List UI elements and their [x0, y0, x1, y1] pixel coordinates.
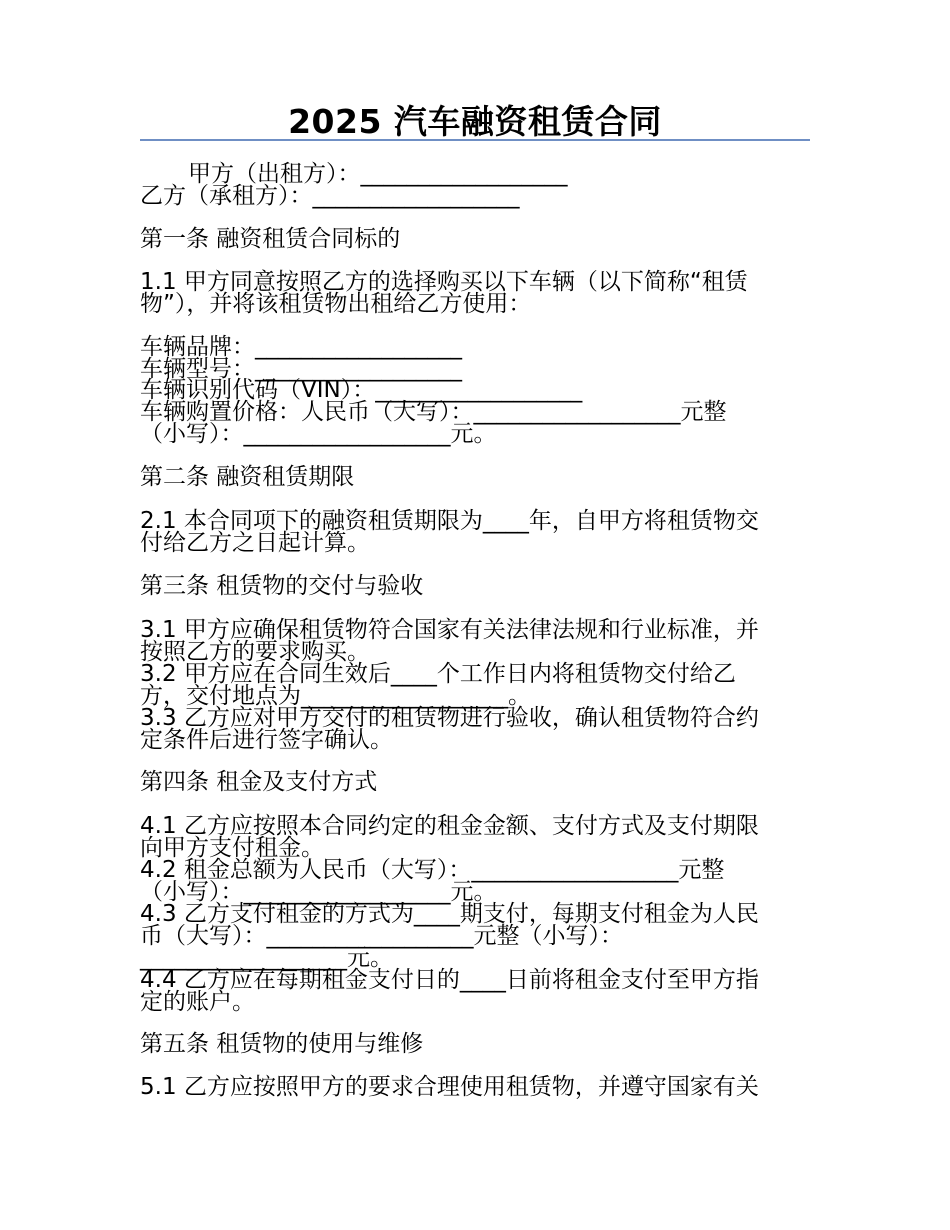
clause-3-2-line-2: 方，交付地点为__________________。: [140, 683, 531, 709]
party-a-line: 甲方（出租方）：__________________: [188, 161, 568, 187]
title-underline: [140, 139, 810, 141]
clause-4-1-line-2: 向甲方支付租金。: [140, 835, 324, 861]
clause-4-2-line-2: （小写）：__________________元。: [140, 879, 497, 905]
vehicle-brand-line: 车辆品牌：__________________: [140, 334, 462, 360]
clause-3-3-line-2: 定条件后进行签字确认。: [140, 727, 393, 753]
vehicle-price-line-2: （小写）：__________________元。: [140, 421, 497, 447]
party-b-line: 乙方（承租方）：__________________: [140, 183, 520, 209]
clause-3-3-line-1: 3.3 乙方应对甲方交付的租赁物进行验收，确认租赁物符合约: [140, 705, 759, 731]
section-1-heading: 第一条 融资租赁合同标的: [140, 226, 401, 252]
section-5-heading: 第五条 租赁物的使用与维修: [140, 1031, 424, 1057]
clause-4-2-line-1: 4.2 租金总额为人民币（大写）：__________________元整: [140, 857, 725, 883]
vehicle-price-line-1: 车辆购置价格：人民币（大写）：__________________元整: [140, 399, 727, 425]
clause-3-1-line-2: 按照乙方的要求购买。: [140, 639, 370, 665]
document-title: 2025 汽车融资租赁合同: [288, 102, 662, 141]
clause-4-4-line-2: 定的账户。: [140, 989, 255, 1015]
clause-4-3-line-3: __________________元。: [140, 945, 393, 971]
clause-2-1-line-1: 2.1 本合同项下的融资租赁期限为____年，自甲方将租赁物交: [140, 508, 759, 534]
section-4-heading: 第四条 租金及支付方式: [140, 769, 378, 795]
clause-4-3-line-1: 4.3 乙方支付租金的方式为____期支付，每期支付租金为人民: [140, 901, 759, 927]
vehicle-model-line: 车辆型号：__________________: [140, 356, 462, 382]
clause-2-1-line-2: 付给乙方之日起计算。: [140, 530, 370, 556]
clause-4-3-line-2: 币（大写）：__________________元整（小写）：: [140, 923, 623, 949]
clause-5-1-line-1: 5.1 乙方应按照甲方的要求合理使用租赁物，并遵守国家有关: [140, 1074, 759, 1100]
section-2-heading: 第二条 融资租赁期限: [140, 464, 355, 490]
clause-3-2-line-1: 3.2 甲方应在合同生效后____个工作日内将租赁物交付给乙: [140, 661, 736, 687]
clause-1-1-line-1: 1.1 甲方同意按照乙方的选择购买以下车辆（以下简称“租赁: [140, 269, 748, 295]
clause-4-4-line-1: 4.4 乙方应在每期租金支付日的____日前将租金支付至甲方指: [140, 967, 759, 993]
vehicle-vin-line: 车辆识别代码（VIN）：__________________: [140, 377, 583, 403]
section-3-heading: 第三条 租赁物的交付与验收: [140, 573, 424, 599]
clause-3-1-line-1: 3.1 甲方应确保租赁物符合国家有关法律法规和行业标准，并: [140, 617, 759, 643]
clause-1-1-line-2: 物”），并将该租赁物出租给乙方使用：: [140, 291, 532, 317]
clause-4-1-line-1: 4.1 乙方应按照本合同约定的租金金额、支付方式及支付期限: [140, 813, 759, 839]
